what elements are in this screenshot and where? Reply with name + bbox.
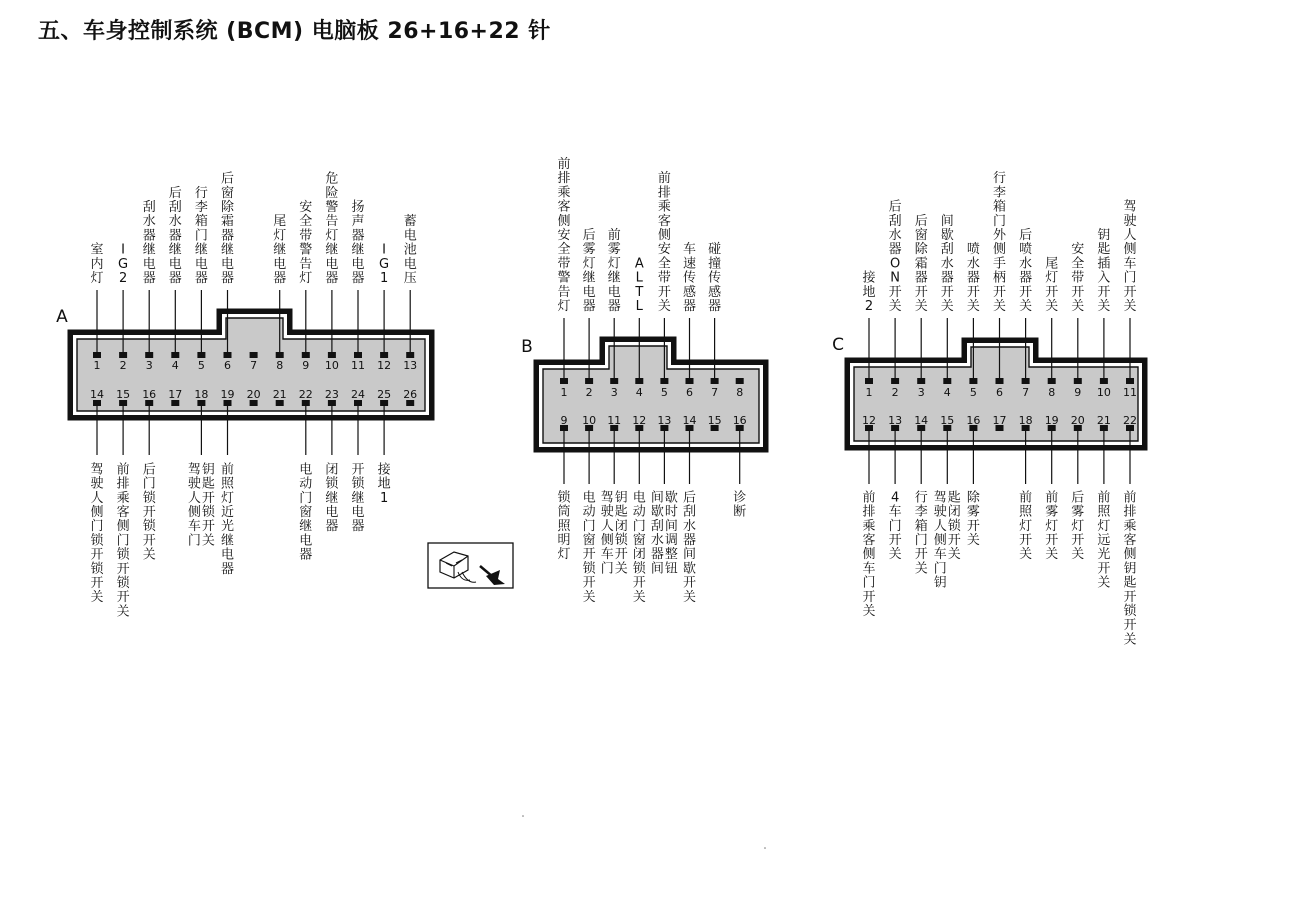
connector-b: [521, 157, 768, 605]
pin-a-22-number: 22: [298, 388, 313, 401]
pin-c-17-number: 17: [992, 414, 1007, 427]
pin-a-3-terminal: [145, 352, 153, 358]
pin-a-9-label: 安全带警告灯: [299, 200, 313, 286]
pin-a-5-terminal: [197, 352, 205, 358]
pin-c-2-terminal: [891, 378, 899, 384]
pin-a-1-terminal: [93, 352, 101, 358]
pin-c-18-number: 18: [1018, 414, 1033, 427]
pin-c-5-number: 5: [969, 386, 977, 399]
pin-c-7-label: 后喷水器开关: [1019, 228, 1033, 314]
pin-b-14-number: 14: [682, 414, 697, 427]
pin-a-14-label: 驾驶人侧门锁开锁开关: [90, 462, 104, 606]
pin-c-9-number: 9: [1074, 386, 1082, 399]
pin-a-14-number: 14: [90, 388, 104, 401]
pin-c-5-label: 喷水器开关: [966, 242, 980, 314]
pin-b-16-label: 诊断: [733, 490, 747, 520]
pin-a-10-terminal: [328, 352, 336, 358]
pin-a-23-label: 闭锁继电器: [325, 462, 339, 535]
pin-a-15-label: 前排乘客侧门锁开锁开关: [116, 462, 130, 620]
pin-a-5-number: 5: [197, 359, 205, 372]
pin-c-19-label: 前雾灯开关: [1045, 490, 1059, 563]
pin-a-23-number: 23: [324, 388, 339, 401]
pin-a-3-number: 3: [145, 359, 153, 372]
pin-a-13-terminal: [406, 352, 414, 358]
pin-b-1-terminal: [560, 378, 568, 384]
pin-a-22-label: 电动门窗继电器: [299, 462, 313, 563]
pin-b-13-label-col-1: 间歇刮水器间: [650, 490, 664, 577]
pin-b-15-number: 15: [707, 414, 722, 427]
pin-c-22-label: 前排乘客侧钥匙开锁开关: [1123, 490, 1137, 648]
pin-b-8-terminal: [736, 378, 744, 384]
pin-b-5-terminal: [660, 378, 668, 384]
pin-a-2-terminal: [119, 352, 127, 358]
pin-a-6-label: 后窗除霜器继电器: [220, 171, 235, 286]
pin-a-12-number: 12: [377, 359, 392, 372]
pin-c-10-label: 钥匙插入开关: [1097, 228, 1111, 314]
pin-a-25-label: 接地 1: [377, 462, 391, 506]
pin-b-13-number: 13: [657, 414, 672, 427]
pin-c-9-terminal: [1074, 378, 1082, 384]
pin-c-19-number: 19: [1044, 414, 1059, 427]
pin-a-6-terminal: [224, 352, 232, 358]
pin-a-18-number: 18: [194, 388, 209, 401]
pin-c-20-label: 后雾灯开关: [1071, 490, 1085, 563]
pin-c-22-number: 22: [1123, 414, 1137, 427]
pin-a-5-label: 行李箱门继电器: [194, 185, 208, 286]
pin-b-4-number: 4: [635, 386, 643, 399]
pin-a-12-label: I G 1: [379, 242, 390, 286]
pin-b-6-terminal: [686, 378, 694, 384]
pin-a-8-terminal: [276, 352, 284, 358]
pin-b-11-label-col-1: 驾驶人侧车门: [600, 490, 614, 577]
pin-a-4-number: 4: [171, 359, 179, 372]
pin-a-8-number: 8: [276, 359, 284, 372]
pin-b-1-label: 前排乘客侧安全带警告灯: [557, 157, 571, 314]
pin-c-21-label: 前照灯远光开关: [1097, 490, 1111, 591]
connector-plug-icon: [428, 543, 513, 588]
pin-a-16-label: 后门锁开锁开关: [142, 462, 156, 563]
pin-a-8-label: 尾灯继电器: [273, 214, 287, 286]
pin-c-10-terminal: [1100, 378, 1108, 384]
pin-c-15-label-col-2: 匙闭锁开关: [947, 490, 961, 563]
connector-c: [832, 171, 1147, 647]
pin-c-16-label: 除雾开关: [966, 490, 980, 548]
pin-a-10-label: 危险警告灯继电器: [325, 171, 339, 286]
pin-a-9-terminal: [302, 352, 310, 358]
pin-a-20-number: 20: [246, 388, 261, 401]
pin-c-3-number: 3: [917, 386, 925, 399]
pin-a-9-number: 9: [302, 359, 310, 372]
pin-b-9-label: 锁筒照明灯: [557, 490, 571, 563]
pin-c-6-terminal: [996, 378, 1004, 384]
pin-b-11-label-col-2: 钥匙闭锁开关: [614, 490, 628, 577]
pin-c-6-label: 行李箱门外侧手柄开关: [992, 171, 1007, 314]
pin-a-25-number: 25: [377, 388, 392, 401]
pin-b-5-label: 前排乘客侧安全带开关: [657, 171, 671, 314]
pin-b-3-number: 3: [610, 386, 618, 399]
pin-b-11-number: 11: [607, 414, 622, 427]
pin-a-16-number: 16: [142, 388, 157, 401]
pin-c-2-label: 后刮水器 O N 开关: [888, 199, 902, 314]
pin-c-1-terminal: [865, 378, 873, 384]
pin-a-2-label: I G 2: [118, 242, 129, 286]
pin-c-9-label: 安全带开关: [1071, 242, 1085, 314]
pin-c-15-number: 15: [940, 414, 955, 427]
pin-a-7-terminal: [250, 352, 258, 358]
pin-b-9-number: 9: [560, 414, 568, 427]
pin-c-4-number: 4: [943, 386, 951, 399]
pin-b-10-number: 10: [582, 414, 597, 427]
pin-a-7-number: 7: [250, 359, 258, 372]
pin-b-2-label: 后雾灯继电器: [582, 228, 596, 314]
pin-c-8-label: 尾灯开关: [1045, 256, 1059, 314]
pin-c-16-number: 16: [966, 414, 981, 427]
pin-a-17-number: 17: [168, 388, 183, 401]
pin-c-2-number: 2: [891, 386, 899, 399]
pin-a-13-label: 蓄电池电压: [403, 214, 417, 286]
pin-b-10-label: 电动门窗开锁开关: [582, 490, 596, 605]
pin-c-8-terminal: [1048, 378, 1056, 384]
pin-c-18-label: 前照灯开关: [1019, 490, 1033, 563]
pin-b-7-number: 7: [711, 386, 719, 399]
pin-c-5-terminal: [969, 378, 977, 384]
pin-c-12-label: 前排乘客侧车门开关: [862, 490, 876, 619]
pin-b-7-label: 碰撞传感器: [708, 242, 722, 314]
pin-a-4-label: 后刮水器继电器: [168, 185, 182, 286]
pin-a-21-number: 21: [272, 388, 287, 401]
pin-a-11-terminal: [354, 352, 362, 358]
pin-c-8-number: 8: [1048, 386, 1056, 399]
pin-b-7-terminal: [711, 378, 719, 384]
pin-a-18-label-col-2: 钥匙开锁开关: [201, 462, 215, 549]
pin-a-11-label: 扬声器继电器: [351, 200, 365, 286]
pin-a-1-label: 室内灯: [90, 242, 104, 286]
pin-a-15-number: 15: [116, 388, 131, 401]
pin-a-12-terminal: [380, 352, 388, 358]
pin-c-10-number: 10: [1096, 386, 1111, 399]
pin-c-21-number: 21: [1096, 414, 1111, 427]
pin-c-4-label: 间歇刮水器开关: [940, 213, 954, 314]
pin-a-19-number: 19: [220, 388, 235, 401]
pin-c-13-label: 4 车门开关: [888, 490, 902, 563]
pin-a-24-label: 开锁继电器: [351, 462, 365, 535]
connector-c-letter: C: [832, 335, 844, 355]
pin-a-13-number: 13: [403, 359, 418, 372]
pin-c-11-terminal: [1126, 378, 1134, 384]
pin-c-15-label-col-1: 驾驶人侧车门钥: [933, 490, 947, 591]
pin-c-3-label: 后窗除霜器开关: [914, 213, 928, 314]
pin-b-16-number: 16: [732, 414, 747, 427]
pin-a-6-number: 6: [224, 359, 231, 372]
pin-a-24-number: 24: [351, 388, 365, 401]
pin-b-8-number: 8: [736, 386, 744, 399]
page-title: 五、车身控制系统 (BCM) 电脑板 26+16+22 针: [38, 19, 551, 44]
pin-b-1-number: 1: [560, 386, 568, 399]
pin-b-12-number: 12: [632, 414, 647, 427]
pin-b-13-label-col-2: 歇时间调整钮: [664, 490, 678, 577]
pin-c-4-terminal: [943, 378, 951, 384]
pin-b-3-label: 前雾灯继电器: [607, 228, 621, 314]
pin-c-3-terminal: [917, 378, 925, 384]
pin-a-4-terminal: [171, 352, 179, 358]
pin-a-10-number: 10: [324, 359, 339, 372]
pin-c-11-number: 11: [1123, 386, 1137, 399]
pin-c-20-number: 20: [1070, 414, 1085, 427]
pin-c-7-terminal: [1022, 378, 1030, 384]
pin-b-2-terminal: [585, 378, 593, 384]
pin-a-3-label: 刮水器继电器: [142, 200, 156, 286]
pin-c-14-label: 行李箱门开关: [914, 490, 928, 577]
pin-b-6-number: 6: [686, 386, 693, 399]
pin-c-7-number: 7: [1022, 386, 1030, 399]
pin-c-12-number: 12: [862, 414, 876, 427]
pin-a-26-number: 26: [403, 388, 418, 401]
pin-b-12-label: 电动门窗闭锁开关: [632, 490, 646, 605]
connector-a: [56, 172, 434, 620]
pin-b-6-label: 车速传感器: [682, 242, 697, 314]
pin-b-3-terminal: [610, 378, 618, 384]
pin-c-14-number: 14: [914, 414, 929, 427]
pin-c-6-number: 6: [996, 386, 1003, 399]
pin-c-11-label: 驾驶人侧车门开关: [1123, 199, 1137, 314]
pin-a-18-label-col-1: 驾驶人侧车门: [187, 462, 201, 549]
pin-a-11-number: 11: [351, 359, 365, 372]
pin-a-19-label: 前照灯近光继电器: [220, 462, 235, 577]
pin-b-4-terminal: [635, 378, 643, 384]
pin-c-13-number: 13: [888, 414, 903, 427]
pin-a-1-number: 1: [93, 359, 101, 372]
pin-c-1-label: 接地 2: [862, 270, 876, 314]
pin-b-14-label: 后刮水器间歇开关: [682, 490, 697, 605]
pin-c-1-number: 1: [865, 386, 873, 399]
connector-b-letter: B: [521, 337, 533, 357]
pin-b-5-number: 5: [660, 386, 668, 399]
connector-a-letter: A: [56, 307, 68, 327]
pin-b-4-label: A L T L: [634, 256, 644, 314]
pin-a-2-number: 2: [119, 359, 127, 372]
pin-b-2-number: 2: [585, 386, 593, 399]
